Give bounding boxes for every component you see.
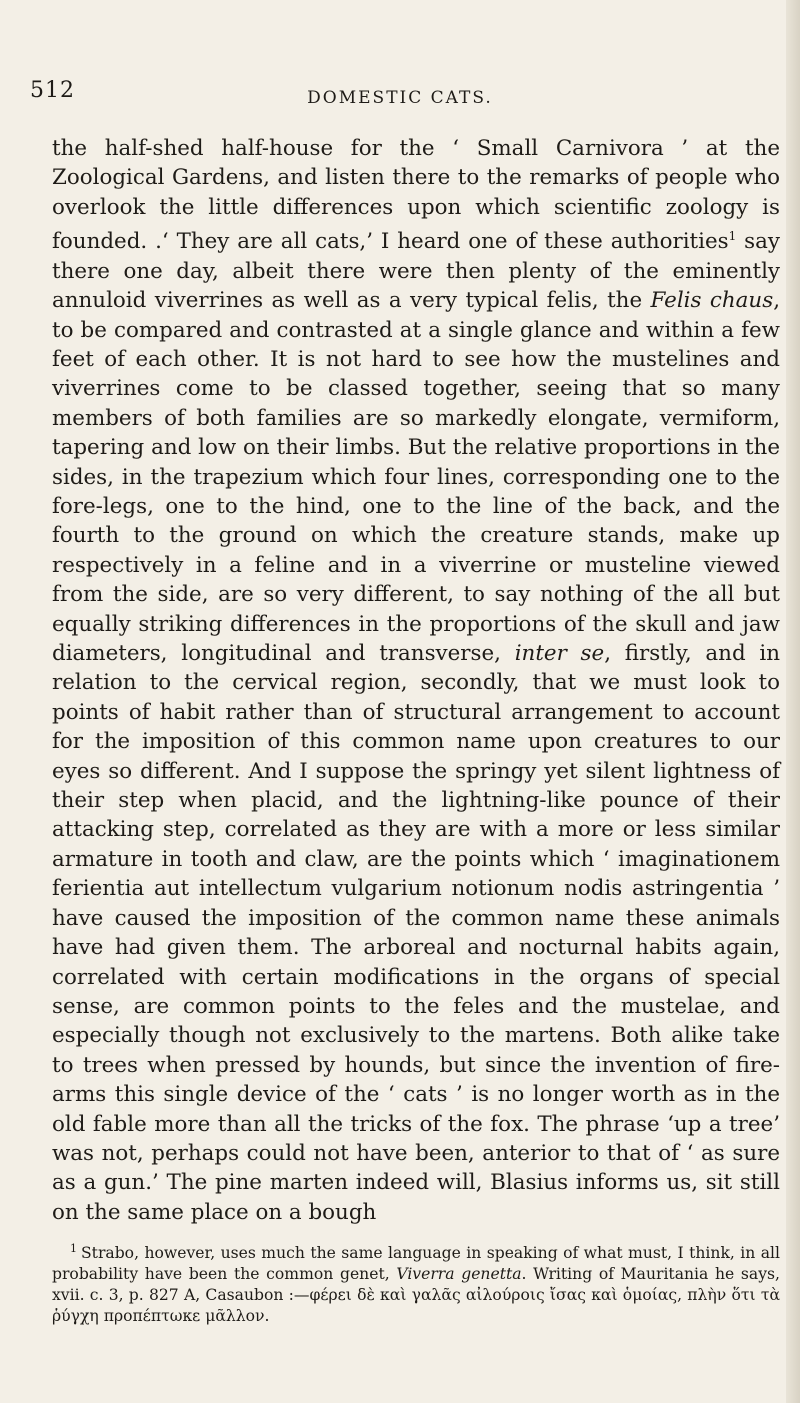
page-edge [786,0,800,1403]
footnote-reference: 1 [728,229,737,244]
footnote [52,1238,780,1327]
text-run: say there one day, albeit there were then plenty of the eminently annuloid viverrines as well as a very typical felis, the [52,229,780,314]
footnote-text: Strabo, however, uses much the same language in speaking of what must, I think, in all probability have been the common genet, [52,1244,780,1284]
italic-term: inter se [514,641,605,667]
text-run: , to be compared and contrasted at a single glance and within a few feet of each other. It is not hard to see how the mustelines and viverrines come to be classed together, seeing that so many members of both families are so markedly elongate, vermiform, tapering and low on their limbs. But the relative proportions in the sides, in the trapezium which four lines, corresponding one to the fore-legs, one to the hind, one to the line of the back, and the fourth to the ground on which the creature stands, make up respectively in a feline and in a viverrine or musteline viewed from the side, are so very different, to say nothing of the all but equally striking differences in the proportions of the skull and jaw diameters, longitudinal and transverse, [52,288,780,667]
body-text [52,134,780,1227]
text-run: , firstly, and in relation to the cervical region, secondly, that we must look to points of habit rather than of structural arrangement to account for the imposition of this common name upon creatures to our eyes so different. And I suppose the springy yet silent lightness of their step when placid, and the lightning-like pounce of their attacking step, correlated as they are with a more or less similar armature in tooth and claw, are the points which ‘ imaginationem ferientia aut intellectum vulgarium notionum nodis astringentia ’ have caused the imposition of the common name these animals have had given them. The arboreal and nocturnal habits again, correlated with certain modifications in the organs of special sense, are common points to the feles and the mustelae, and especially though not exclusively to the martens. Both alike take to trees when pressed by hounds, but since the invention of fire-arms this single device of the ‘ cats ’ is no longer worth as in the old fable more than all the tricks of the fox. The phrase ‘up a tree’ was not, perhaps could not have been, anterior to that of ‘ as sure as a gun.’ The pine marten indeed will, Blasius informs us, sit still on the same place on a bough [52,641,780,1225]
italic-term: Felis chaus [650,288,774,314]
footnote-marker: 1 [70,1242,77,1255]
running-head: DOMESTIC CATS. [307,88,493,108]
page-number: 512 [30,78,75,103]
footnote-text: . Writing of Mauritania he says, xvii. c. 3, p. 827 A, Casaubon :—φέρει δὲ καὶ γαλᾶς αἰλούροις ἴσας καὶ ὁμοίας, πλὴν ὅτι τὰ ῥύγχη προπέπτωκε μᾶλλον. [52,1265,780,1326]
italic-term: Viverra genetta [396,1265,522,1284]
paragraph [52,134,780,1227]
text-run: the half-shed half-house for the ‘ Small Carnivora ’ at the Zoological Gardens, and listen there to the remarks of people who overlook the little differences upon which scientific zoology is founded. .‘ They are all cats,’ I heard one of these authorities [52,136,780,255]
